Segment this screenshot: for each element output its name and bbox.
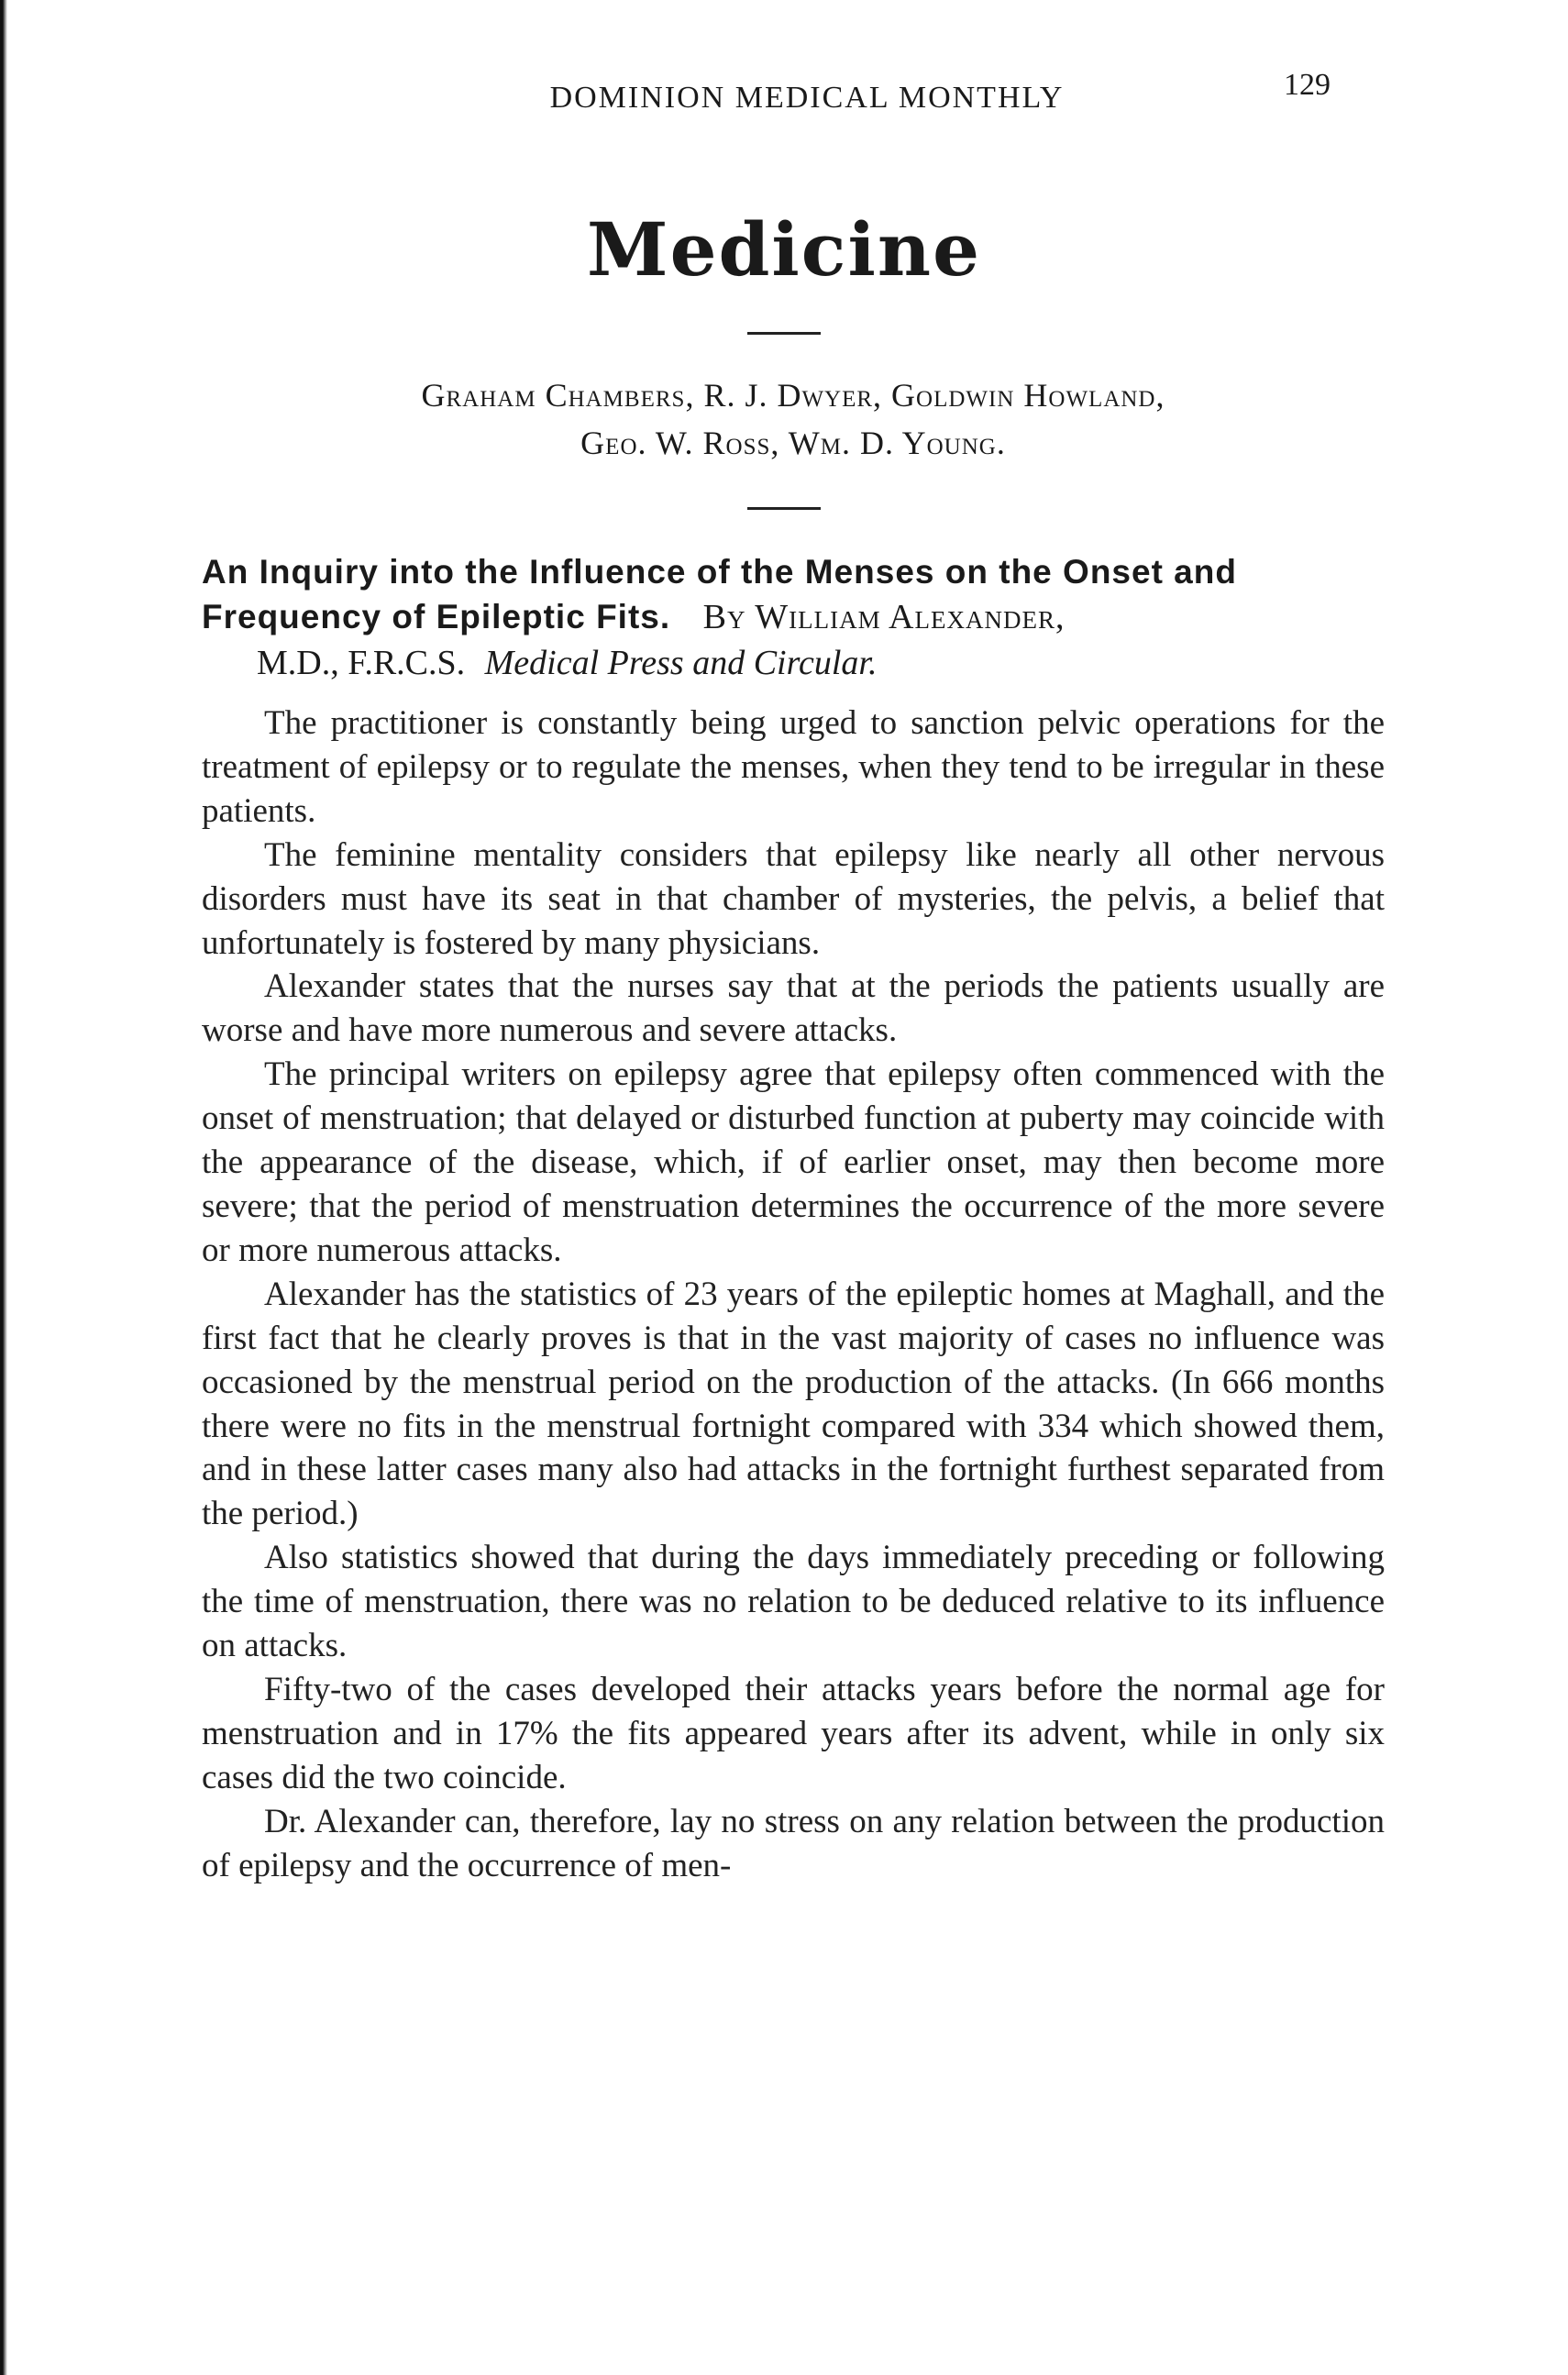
credentials-line <box>202 641 1385 686</box>
section-editors <box>275 371 1311 467</box>
paragraph: Dr. Alexander can, therefore, lay no stress on any relation between the production of epilepsy and the occurrence of men- <box>202 1802 1385 1884</box>
paragraph: Also statistics showed that during the days immediately preceding or following the time of menstruation, there was no relation to be deduced relative to its influence on attacks. <box>202 1539 1385 1665</box>
paragraph: The feminine mentality considers that epilepsy like nearly all other nervous disorders must have its seat in that chamber of mysteries, the pelvis, a belief that unfortunately is fostered by many physicians. <box>202 835 1385 962</box>
editors-divider <box>747 507 821 510</box>
editors-line: Graham Chambers, R. J. Dwyer, Goldwin Howland, <box>421 377 1165 414</box>
section-divider <box>747 332 821 335</box>
paragraph: Fifty-two of the cases developed their attacks years before the normal age for menstruation and in 17% the fits appeared years after its advent, while in only six cases did the two coincide. <box>202 1670 1385 1796</box>
article-title: An Inquiry into the Influence of the Menses on the Onset and Frequency of Epileptic Fits. <box>202 553 1237 636</box>
page-number: 129 <box>1284 68 1331 102</box>
article-byline: By William Alexander, <box>702 598 1066 637</box>
article-credentials: M.D., F.R.C.S. <box>257 643 466 682</box>
article-source: Medical Press and Circular. <box>484 643 878 682</box>
running-head: DOMINION MEDICAL MONTHLY <box>549 81 1065 115</box>
paragraph: Alexander states that the nurses say that at the periods the patients usually are worse and have more numerous and severe attacks. <box>202 967 1385 1050</box>
binding-edge <box>0 0 7 2375</box>
section-title: Medicine <box>587 206 981 293</box>
editors-line: Geo. W. Ross, Wm. D. Young. <box>580 425 1006 462</box>
paragraph: The practitioner is constantly being urged to sanction pelvic operations for the treatment of epilepsy or to regulate the menses, when they tend to be irregular in these patients. <box>202 704 1385 830</box>
article-heading <box>202 550 1385 686</box>
article-body <box>202 701 1385 1887</box>
paragraph: Alexander has the statistics of 23 years of the epileptic homes at Maghall, and the first fact that he clearly proves is that in the vast majority of cases no influence was occasioned by the menstrual period on the production of the attacks. (In 666 months there were no fits in the menstrual fortnight compared with 334 which showed them, and in these latter cases many also had attacks in the fortnight furthest separated from the period.) <box>202 1275 1385 1533</box>
paragraph: The principal writers on epilepsy agree that epilepsy often commenced with the onset of menstruation; that delayed or disturbed function at puberty may coincide with the appearance of the disease, which, if of earlier onset, may then become more severe; that the period of menstruation determines the occurrence of the more severe or more numerous attacks. <box>202 1055 1385 1269</box>
